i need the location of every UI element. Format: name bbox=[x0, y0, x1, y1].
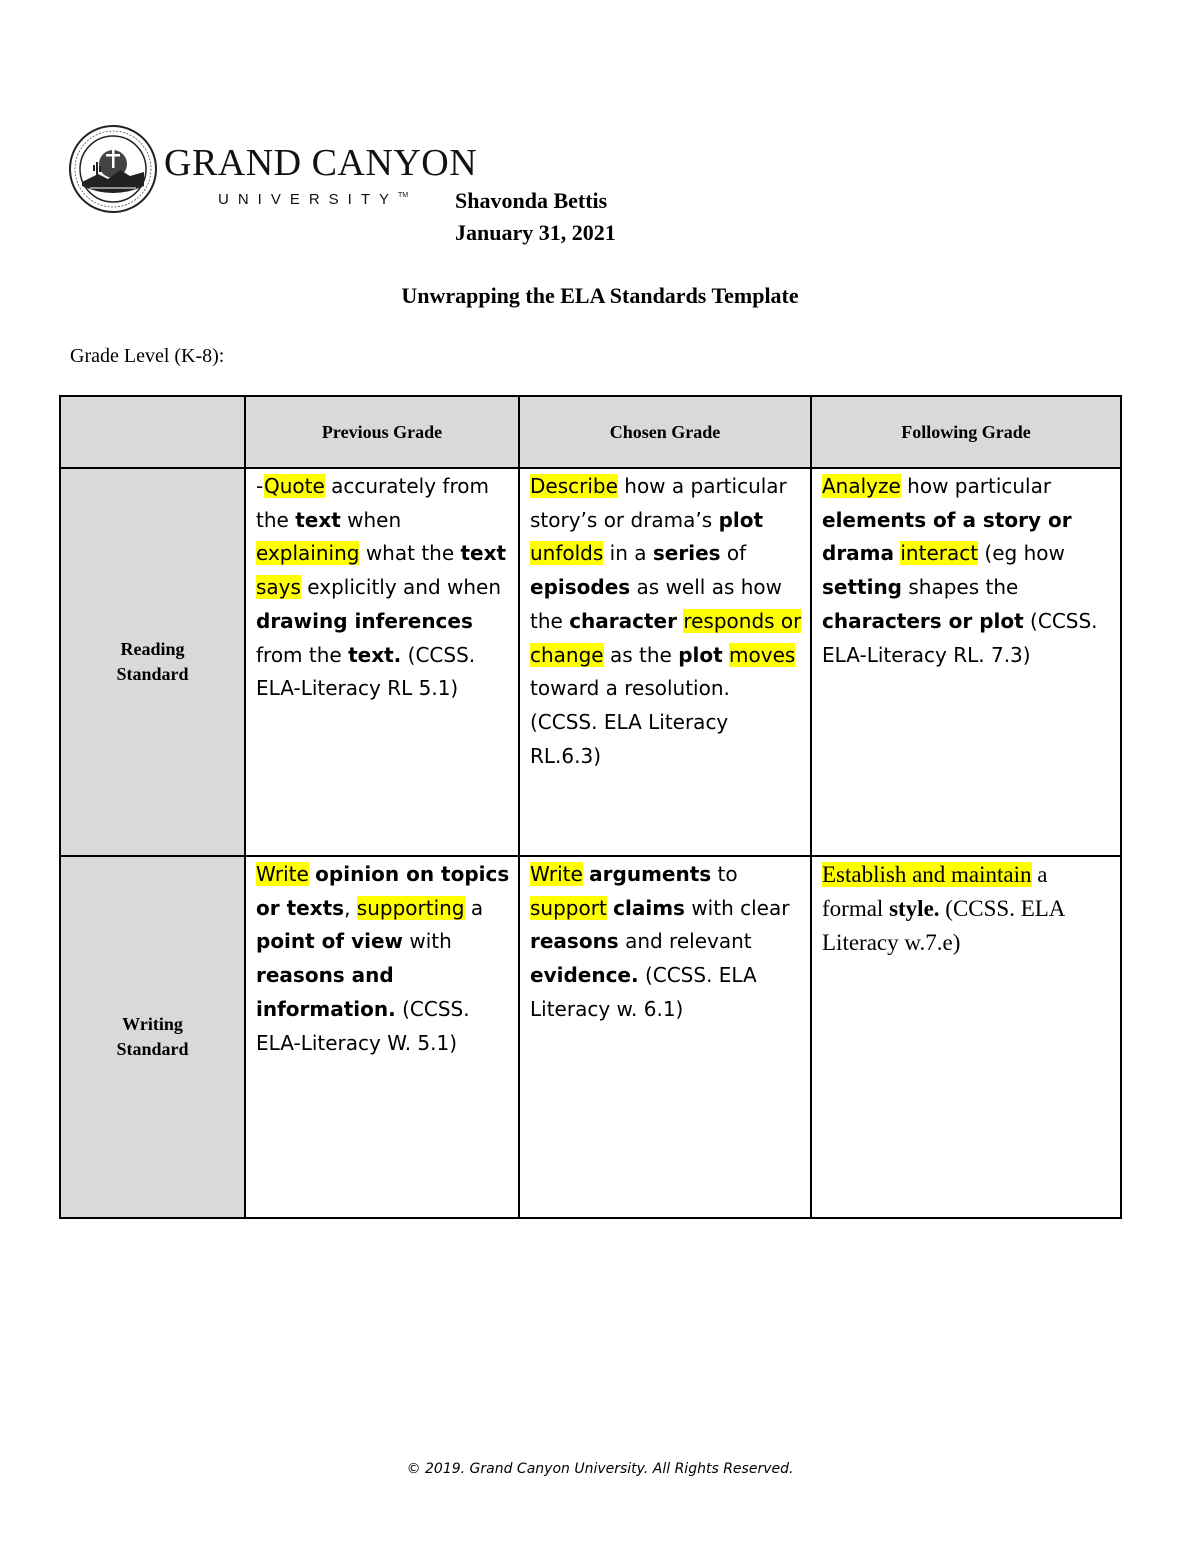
writing-following-grade-cell: Establish and maintain a formal style. (CCSS. ELA Literacy w.7.e) bbox=[811, 856, 1121, 1218]
table-row-writing-standard bbox=[60, 856, 1121, 1218]
standards-table bbox=[59, 395, 1122, 1219]
table-header-row bbox=[60, 396, 1121, 468]
document-date: January 31, 2021 bbox=[455, 220, 616, 245]
column-header-chosen-grade: Chosen Grade bbox=[519, 396, 811, 468]
grade-level-label: Grade Level (K-8): bbox=[70, 345, 225, 367]
table-row-reading-standard bbox=[60, 468, 1121, 856]
reading-previous-grade-cell: -Quote accurately from the text when explaining what the text says explicitly and when drawing inferences from the text. (CCSS. ELA-Literacy RL 5.1) bbox=[245, 468, 519, 856]
row-header-reading-standard: Reading Standard bbox=[60, 468, 245, 856]
logo-wordmark-line1: GRAND CANYON bbox=[164, 142, 478, 184]
university-logo bbox=[68, 124, 478, 214]
reading-chosen-grade-cell: Describe how a particular story’s or drama’s plot unfolds in a series of episodes as well as how the character responds or change as the plot moves toward a resolution. (CCSS. ELA Literacy RL.6.3) bbox=[519, 468, 811, 856]
author-name: Shavonda Bettis bbox=[455, 188, 608, 213]
writing-chosen-grade-cell: Write arguments to support claims with clear reasons and relevant evidence. (CCSS. ELA Literacy w. 6.1) bbox=[519, 856, 811, 1218]
column-header-following-grade: Following Grade bbox=[811, 396, 1121, 468]
university-seal-icon bbox=[68, 124, 158, 214]
column-header-previous-grade: Previous Grade bbox=[245, 396, 519, 468]
copyright-footer: © 2019. Grand Canyon University. All Rights Reserved. bbox=[406, 1461, 794, 1477]
row-header-writing-standard: Writing Standard bbox=[60, 856, 245, 1218]
page-title: Unwrapping the ELA Standards Template bbox=[401, 283, 799, 308]
writing-previous-grade-cell: Write opinion on topics or texts, supporting a point of view with reasons and information. (CCSS. ELA-Literacy W. 5.1) bbox=[245, 856, 519, 1218]
header-corner-cell bbox=[60, 396, 245, 468]
logo-wordmark-line2: UNIVERSITY™ bbox=[218, 191, 409, 208]
reading-following-grade-cell: Analyze how particular elements of a story or drama interact (eg how setting shapes the characters or plot (CCSS. ELA-Literacy RL. 7.3) bbox=[811, 468, 1121, 856]
